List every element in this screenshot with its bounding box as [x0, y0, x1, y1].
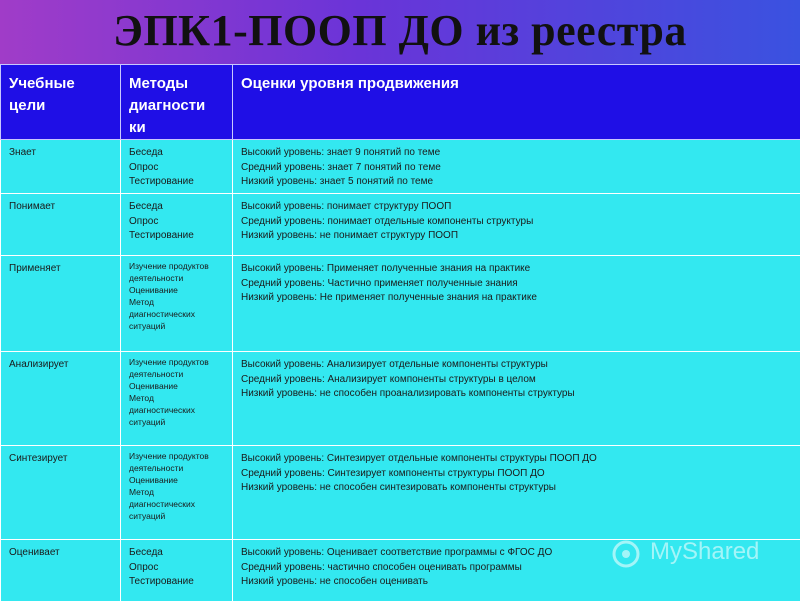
levels-cell [233, 352, 800, 446]
method-item: Изучение продуктов [129, 356, 226, 368]
method-item: Беседа [129, 546, 226, 561]
table-row [1, 140, 800, 194]
levels-cell [233, 194, 800, 256]
goal-cell: Синтезирует [1, 446, 121, 540]
method-item: Оценивание [129, 380, 226, 392]
goal-cell: Применяет [1, 256, 121, 352]
level-mid: Средний уровень: Анализирует компоненты структуры в целом [241, 373, 794, 388]
goal-cell: Понимает [1, 194, 121, 256]
goal-cell: Оценивает [1, 540, 121, 602]
level-mid: Средний уровень: знает 7 понятий по теме [241, 161, 794, 176]
method-item: Опрос [129, 215, 226, 230]
method-item: Тестирование [129, 229, 226, 244]
methods-cell [121, 540, 233, 602]
level-high: Высокий уровень: Синтезирует отдельные компоненты структуры ПООП ДО [241, 452, 794, 467]
level-mid: Средний уровень: частично способен оценивать программы [241, 561, 794, 576]
level-low: Низкий уровень: не способен оценивать [241, 575, 794, 590]
header-levels: Оценки уровня продвижения [233, 65, 800, 140]
levels-cell [233, 140, 800, 194]
method-item: ситуаций [129, 320, 226, 332]
method-item: ситуаций [129, 416, 226, 428]
level-high: Высокий уровень: знает 9 понятий по теме [241, 146, 794, 161]
method-item: Беседа [129, 146, 226, 161]
goal-cell: Знает [1, 140, 121, 194]
header-methods: Методы диагности ки [121, 65, 233, 140]
watermark-text: MyShared [650, 538, 759, 566]
methods-cell [121, 256, 233, 352]
level-mid: Средний уровень: Синтезирует компоненты структуры ПООП ДО [241, 467, 794, 482]
method-item: Изучение продуктов [129, 450, 226, 462]
method-item: Тестирование [129, 175, 226, 190]
method-item: Оценивание [129, 474, 226, 486]
header-goals: Учебные цели [1, 65, 121, 140]
level-low: Низкий уровень: Не применяет полученные знания на практике [241, 291, 794, 306]
level-high: Высокий уровень: понимает структуру ПООП [241, 200, 794, 215]
method-item: ситуаций [129, 510, 226, 522]
method-item: диагностических [129, 498, 226, 510]
method-item: Метод [129, 392, 226, 404]
method-item: Оценивание [129, 284, 226, 296]
level-high: Высокий уровень: Применяет полученные знания на практике [241, 262, 794, 277]
method-item: Опрос [129, 161, 226, 176]
assessment-table [0, 64, 800, 602]
method-item: Тестирование [129, 575, 226, 590]
table-header-row [1, 65, 800, 140]
method-item: деятельности [129, 272, 226, 284]
table-row [1, 446, 800, 540]
method-item: диагностических [129, 404, 226, 416]
method-item: Опрос [129, 561, 226, 576]
level-mid: Средний уровень: понимает отдельные компоненты структуры [241, 215, 794, 230]
levels-cell [233, 256, 800, 352]
goal-cell: Анализирует [1, 352, 121, 446]
level-high: Высокий уровень: Оценивает соответствие программы с ФГОС ДО [241, 546, 794, 561]
methods-cell [121, 446, 233, 540]
levels-cell [233, 446, 800, 540]
methods-cell [121, 194, 233, 256]
method-item: Метод [129, 486, 226, 498]
level-low: Низкий уровень: не понимает структуру ПООП [241, 229, 794, 244]
level-low: Низкий уровень: не способен проанализировать компоненты структуры [241, 387, 794, 402]
level-mid: Средний уровень: Частично применяет полученные знания [241, 277, 794, 292]
level-high: Высокий уровень: Анализирует отдельные компоненты структуры [241, 358, 794, 373]
watermark-logo-icon [608, 536, 644, 572]
table-row [1, 352, 800, 446]
level-low: Низкий уровень: знает 5 понятий по теме [241, 175, 794, 190]
page-title: ЭПК1-ПООП ДО из реестра [0, 0, 800, 62]
table-row [1, 256, 800, 352]
method-item: Беседа [129, 200, 226, 215]
level-low: Низкий уровень: не способен синтезировать компоненты структуры [241, 481, 794, 496]
method-item: Изучение продуктов [129, 260, 226, 272]
method-item: диагностических [129, 308, 226, 320]
method-item: деятельности [129, 368, 226, 380]
methods-cell [121, 352, 233, 446]
methods-cell [121, 140, 233, 194]
table-row [1, 194, 800, 256]
method-item: Метод [129, 296, 226, 308]
method-item: деятельности [129, 462, 226, 474]
